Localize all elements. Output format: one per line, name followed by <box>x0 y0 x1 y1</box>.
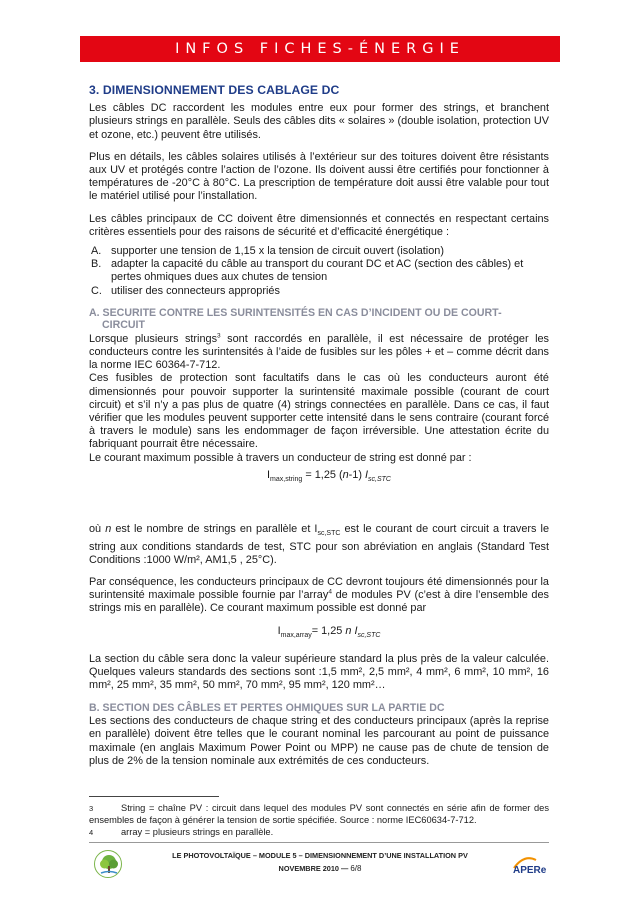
list-item: B. adapter la capacité du câble au transport du courant DC et AC (section des câbles) et pertes ohmiques dues aux chutes de tension <box>91 258 524 284</box>
section-a-paragraph-5: Par conséquence, les conducteurs principaux de CC devront toujours été dimensionnés pour la surintensité maximale possible fournie par l’array$^4$ de modules PV (c’est à dire l’ensemble des strings mis en parallèle). Ce courant maximum possible est donné par <box>89 576 549 615</box>
formula-imax-array: $I_{max,array}= 1,25$ n $I_{sc,STC}$ <box>277 624 381 639</box>
section-a-title: A. SECURITE CONTRE LES SURINTENSITÉS EN CAS D’INCIDENT OU DE COURT- CIRCUIT <box>89 306 502 332</box>
criteria-list <box>89 245 549 298</box>
section-a-paragraph-2: Ces fusibles de protection sont facultatifs dans le cas où les conducteurs auront été dimensionnés pour pouvoir supporter la surintensité maximale possible (courant de court circuit) et s’il n’y a pas plus de quatre (4) strings connectées en parallèle. Dans ce cas, il faut vérifier que les modules peuvent supporter cette intensité dans le sens contraire (courant forcé à travers le module) sans les endommager de façon irréversible. Une attestation écrite du fabriquant pourrait être nécessaire. <box>89 372 549 451</box>
section-a-paragraph-3: Le courant maximum possible à travers un conducteur de string est donné par : <box>89 451 472 464</box>
footnote-3: 3 String = chaîne PV : circuit dans lequel des modules PV sont connectés en série afin de former des ensembles de façon à générer la tension de sortie spécifiée. Source : norme IEC60634-7-712. <box>89 803 549 825</box>
section-a-paragraph-1: Lorsque plusieurs strings$^3$ sont raccordés en parallèle, il est nécessaire de protéger les conducteurs contre les surintensités à l’aide de fusibles sur les pôles + et – comme décrit dans la norme IEC 60364-7-712. <box>89 332 549 372</box>
document-body <box>89 84 549 768</box>
footer-date: NOVEMBRE 2010 — 6/8 <box>278 864 362 873</box>
footer-divider <box>89 842 549 843</box>
section-b-paragraph-1: Les sections des conducteurs de chaque string et des conducteurs principaux (après la reprise en parallèle) doivent être telles que le courant nominal les parcourant au point de puissance maximale (en anglais Maximum Power Point ou MPP) ne cause pas de chute de tension de plus de 2% de la tension nominale aux extrémités de ces conducteurs. <box>89 715 549 767</box>
footnote-4: 4 array = plusieurs strings en parallèle. <box>89 826 274 837</box>
page-number: 6/8 <box>350 864 362 873</box>
footnotes <box>89 803 549 838</box>
list-item: C. utiliser des connecteurs appropriés <box>91 284 280 297</box>
page-footer <box>140 849 500 875</box>
section-a-paragraph-6: La section du câble sera donc la valeur supérieure standard la plus près de la valeur calculée. Quelques valeurs standards des sections sont :1,5 mm², 2,5 mm², 4 mm², 6 mm², 10 mm², 16 mm², 25 mm², 35 mm², 50 mm², 70 mm², 95 mm², 120 mm²… <box>89 653 549 692</box>
list-item: A. supporter une tension de 1,15 x la tension de circuit ouvert (isolation) <box>91 245 444 258</box>
apere-logo-icon <box>510 852 550 876</box>
footer-title: LE PHOTOVOLTAÏQUE – MODULE 5 – DIMENSIONNEMENT D’UNE INSTALLATION PV <box>172 851 468 860</box>
header-banner: INFOS FICHES-ÉNERGIE <box>80 36 560 62</box>
formula-imax-string: $I_{max,string} = 1,25$ (n-1) $I_{sc,STC}$ <box>267 468 391 484</box>
section-b-title: B. SECTION DES CÂBLES ET PERTES OHMIQUES SUR LA PARTIE DC <box>89 701 445 714</box>
footnote-ref-4: 4 <box>328 588 332 596</box>
section-3-paragraph-2: Plus en détails, les câbles solaires utilisés à l’extérieur sur des toitures doivent être résistants aux UV et protégés contre l’action de l’ozone. Ils doivent aussi être certifiés pour fonctionner à températures de -20°C à 80°C. La prescription de température doit aussi être valable pour tout le matériel utilisé pour l’installation. <box>89 150 549 203</box>
svg-text:APERe: APERe <box>513 865 547 876</box>
tree-logo-icon <box>94 850 122 878</box>
section-3-title: 3. DIMENSIONNEMENT DES CABLAGE DC <box>89 83 340 97</box>
section-a-paragraph-4: où n est le nombre de strings en parallèle et $I_{sc,STC}$ est le courant de court circuit a travers le string aux conditions standards de test, STC pour son abréviation en anglais (Standard Test Conditions :1000 W/m², AM1,5 , 25°C). <box>89 523 550 566</box>
footnote-ref-3: 3 <box>217 332 221 340</box>
section-3-paragraph-3: Les câbles principaux de CC doivent être dimensionnés et connectés en respectant certains critères essentiels pour des raisons de sécurité et d’efficacité énergétique : <box>89 212 549 238</box>
section-3-paragraph-1: Les câbles DC raccordent les modules entre eux pour former des strings, et branchent plusieurs strings en parallèle. Seuls des câbles dits « solaires » (double isolation, protection UV et ozone, etc.) peuvent être utilisés. <box>89 102 549 141</box>
footnote-divider <box>89 796 219 797</box>
